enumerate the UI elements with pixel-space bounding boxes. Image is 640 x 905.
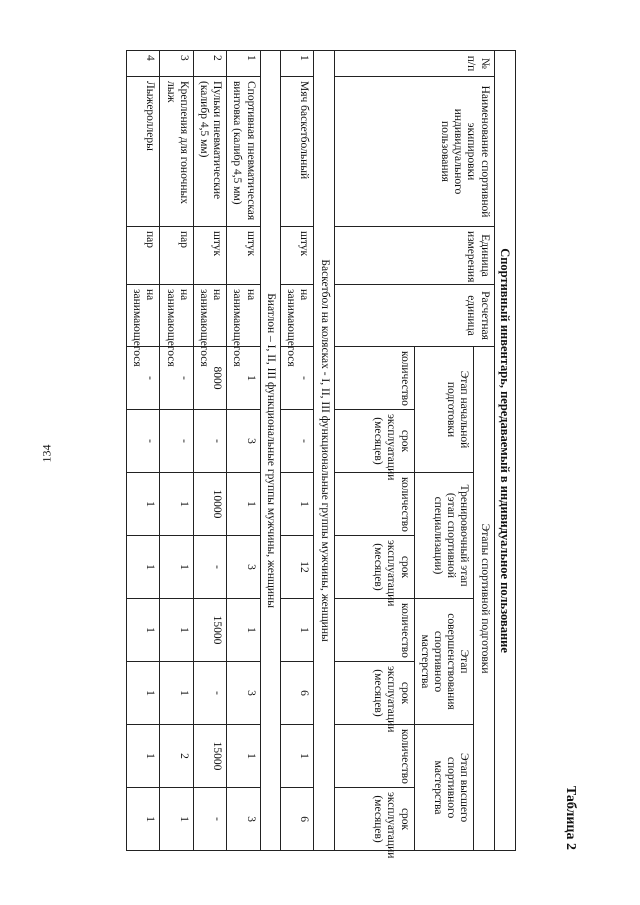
row-num: 1: [227, 51, 260, 77]
row-name: Пульки пневматические (калибр 4,5 мм): [193, 77, 226, 227]
row-calc: на занимающегося: [126, 285, 159, 347]
header-name: Наименование спортивной экипировки индивидуального пользования: [334, 77, 494, 227]
row-num: 2: [193, 51, 226, 77]
section-biathlon: Биатлон – I, II, III функциональные группы мужчины, женщины: [260, 51, 280, 851]
cell-value: 15000: [193, 599, 226, 662]
header-term: срок эксплуатации (месяцев): [334, 662, 414, 725]
table-row: [227, 51, 260, 851]
header-stages: Этапы спортивной подготовки: [474, 347, 494, 851]
header-qty: количество: [334, 347, 414, 410]
header-stage-initial: Этап начальной подготовки: [414, 347, 474, 473]
cell-value: 3: [227, 788, 260, 851]
cell-value: -: [280, 347, 313, 410]
row-name: Мяч баскетбольный: [280, 77, 313, 227]
header-num: № п/п: [334, 51, 494, 77]
row-unit: штук: [280, 227, 313, 285]
cell-value: 15000: [193, 725, 226, 788]
cell-value: 6: [280, 662, 313, 725]
row-num: 3: [160, 51, 193, 77]
cell-value: 1: [160, 662, 193, 725]
cell-value: 1: [227, 347, 260, 410]
cell-value: 1: [126, 599, 159, 662]
cell-value: -: [126, 410, 159, 473]
cell-value: 1: [160, 473, 193, 536]
cell-value: 1: [280, 473, 313, 536]
table-label: Таблица 2: [563, 785, 578, 850]
cell-value: 1: [227, 725, 260, 788]
cell-value: -: [193, 536, 226, 599]
cell-value: 1: [227, 599, 260, 662]
table-title: Спортивный инвентарь, передаваемый в индивидуальное пользование: [494, 51, 515, 851]
cell-value: 12: [280, 536, 313, 599]
cell-value: 3: [227, 662, 260, 725]
cell-value: 3: [227, 410, 260, 473]
row-unit: пар: [126, 227, 159, 285]
header-qty: количество: [334, 599, 414, 662]
cell-value: 1: [126, 662, 159, 725]
cell-value: 1: [160, 788, 193, 851]
table-row: [193, 51, 226, 851]
cell-value: 1: [160, 599, 193, 662]
row-unit: штук: [227, 227, 260, 285]
cell-value: 2: [160, 725, 193, 788]
cell-value: 1: [160, 536, 193, 599]
table-row: [160, 51, 193, 851]
header-term: срок эксплуатации (месяцев): [334, 788, 414, 851]
cell-value: -: [160, 347, 193, 410]
cell-value: 10000: [193, 473, 226, 536]
row-calc: на занимающегося: [193, 285, 226, 347]
row-calc: на занимающегося: [227, 285, 260, 347]
page-number: 134: [39, 444, 54, 463]
header-calc: Расчетная единица: [334, 285, 494, 347]
cell-value: 1: [280, 599, 313, 662]
header-stage-training: Тренировочный этап (этап спортивной специализации): [414, 473, 474, 599]
cell-value: 1: [280, 725, 313, 788]
row-calc: на занимающегося: [280, 285, 313, 347]
row-num: 4: [126, 51, 159, 77]
row-name: Лыжероллеры: [126, 77, 159, 227]
cell-value: 1: [126, 473, 159, 536]
row-name: Крепления для гоночных лыж: [160, 77, 193, 227]
cell-value: 1: [126, 788, 159, 851]
header-stage-higher: Этап высшего спортивного мастерства: [414, 725, 474, 851]
cell-value: -: [280, 410, 313, 473]
section-basketball: Баскетбол на колясках - I, II, III функциональные группы мужчины, женщины: [314, 51, 334, 851]
cell-value: 3: [227, 536, 260, 599]
cell-value: 1: [227, 473, 260, 536]
table-row: [126, 51, 159, 851]
cell-value: 6: [280, 788, 313, 851]
header-qty: количество: [334, 473, 414, 536]
cell-value: -: [126, 347, 159, 410]
cell-value: 8000: [193, 347, 226, 410]
header-stage-improvement: Этап совершенствования спортивного мастерства: [414, 599, 474, 725]
cell-value: -: [193, 410, 226, 473]
header-qty: количество: [334, 725, 414, 788]
header-term: срок эксплуатации (месяцев): [334, 410, 414, 473]
row-name: Спортивная пневматическая винтовка (калибр 4,5 мм): [227, 77, 260, 227]
row-num: 1: [280, 51, 313, 77]
row-unit: пар: [160, 227, 193, 285]
cell-value: -: [193, 788, 226, 851]
cell-value: -: [193, 662, 226, 725]
row-unit: штук: [193, 227, 226, 285]
cell-value: -: [160, 410, 193, 473]
header-term: срок эксплуатации (месяцев): [334, 536, 414, 599]
cell-value: 1: [126, 536, 159, 599]
cell-value: 1: [126, 725, 159, 788]
table-row: [280, 51, 313, 851]
row-calc: на занимающегося: [160, 285, 193, 347]
equipment-table: [126, 50, 516, 859]
rotated-page-content: [113, 50, 578, 859]
header-unit: Единица измерения: [334, 227, 494, 285]
